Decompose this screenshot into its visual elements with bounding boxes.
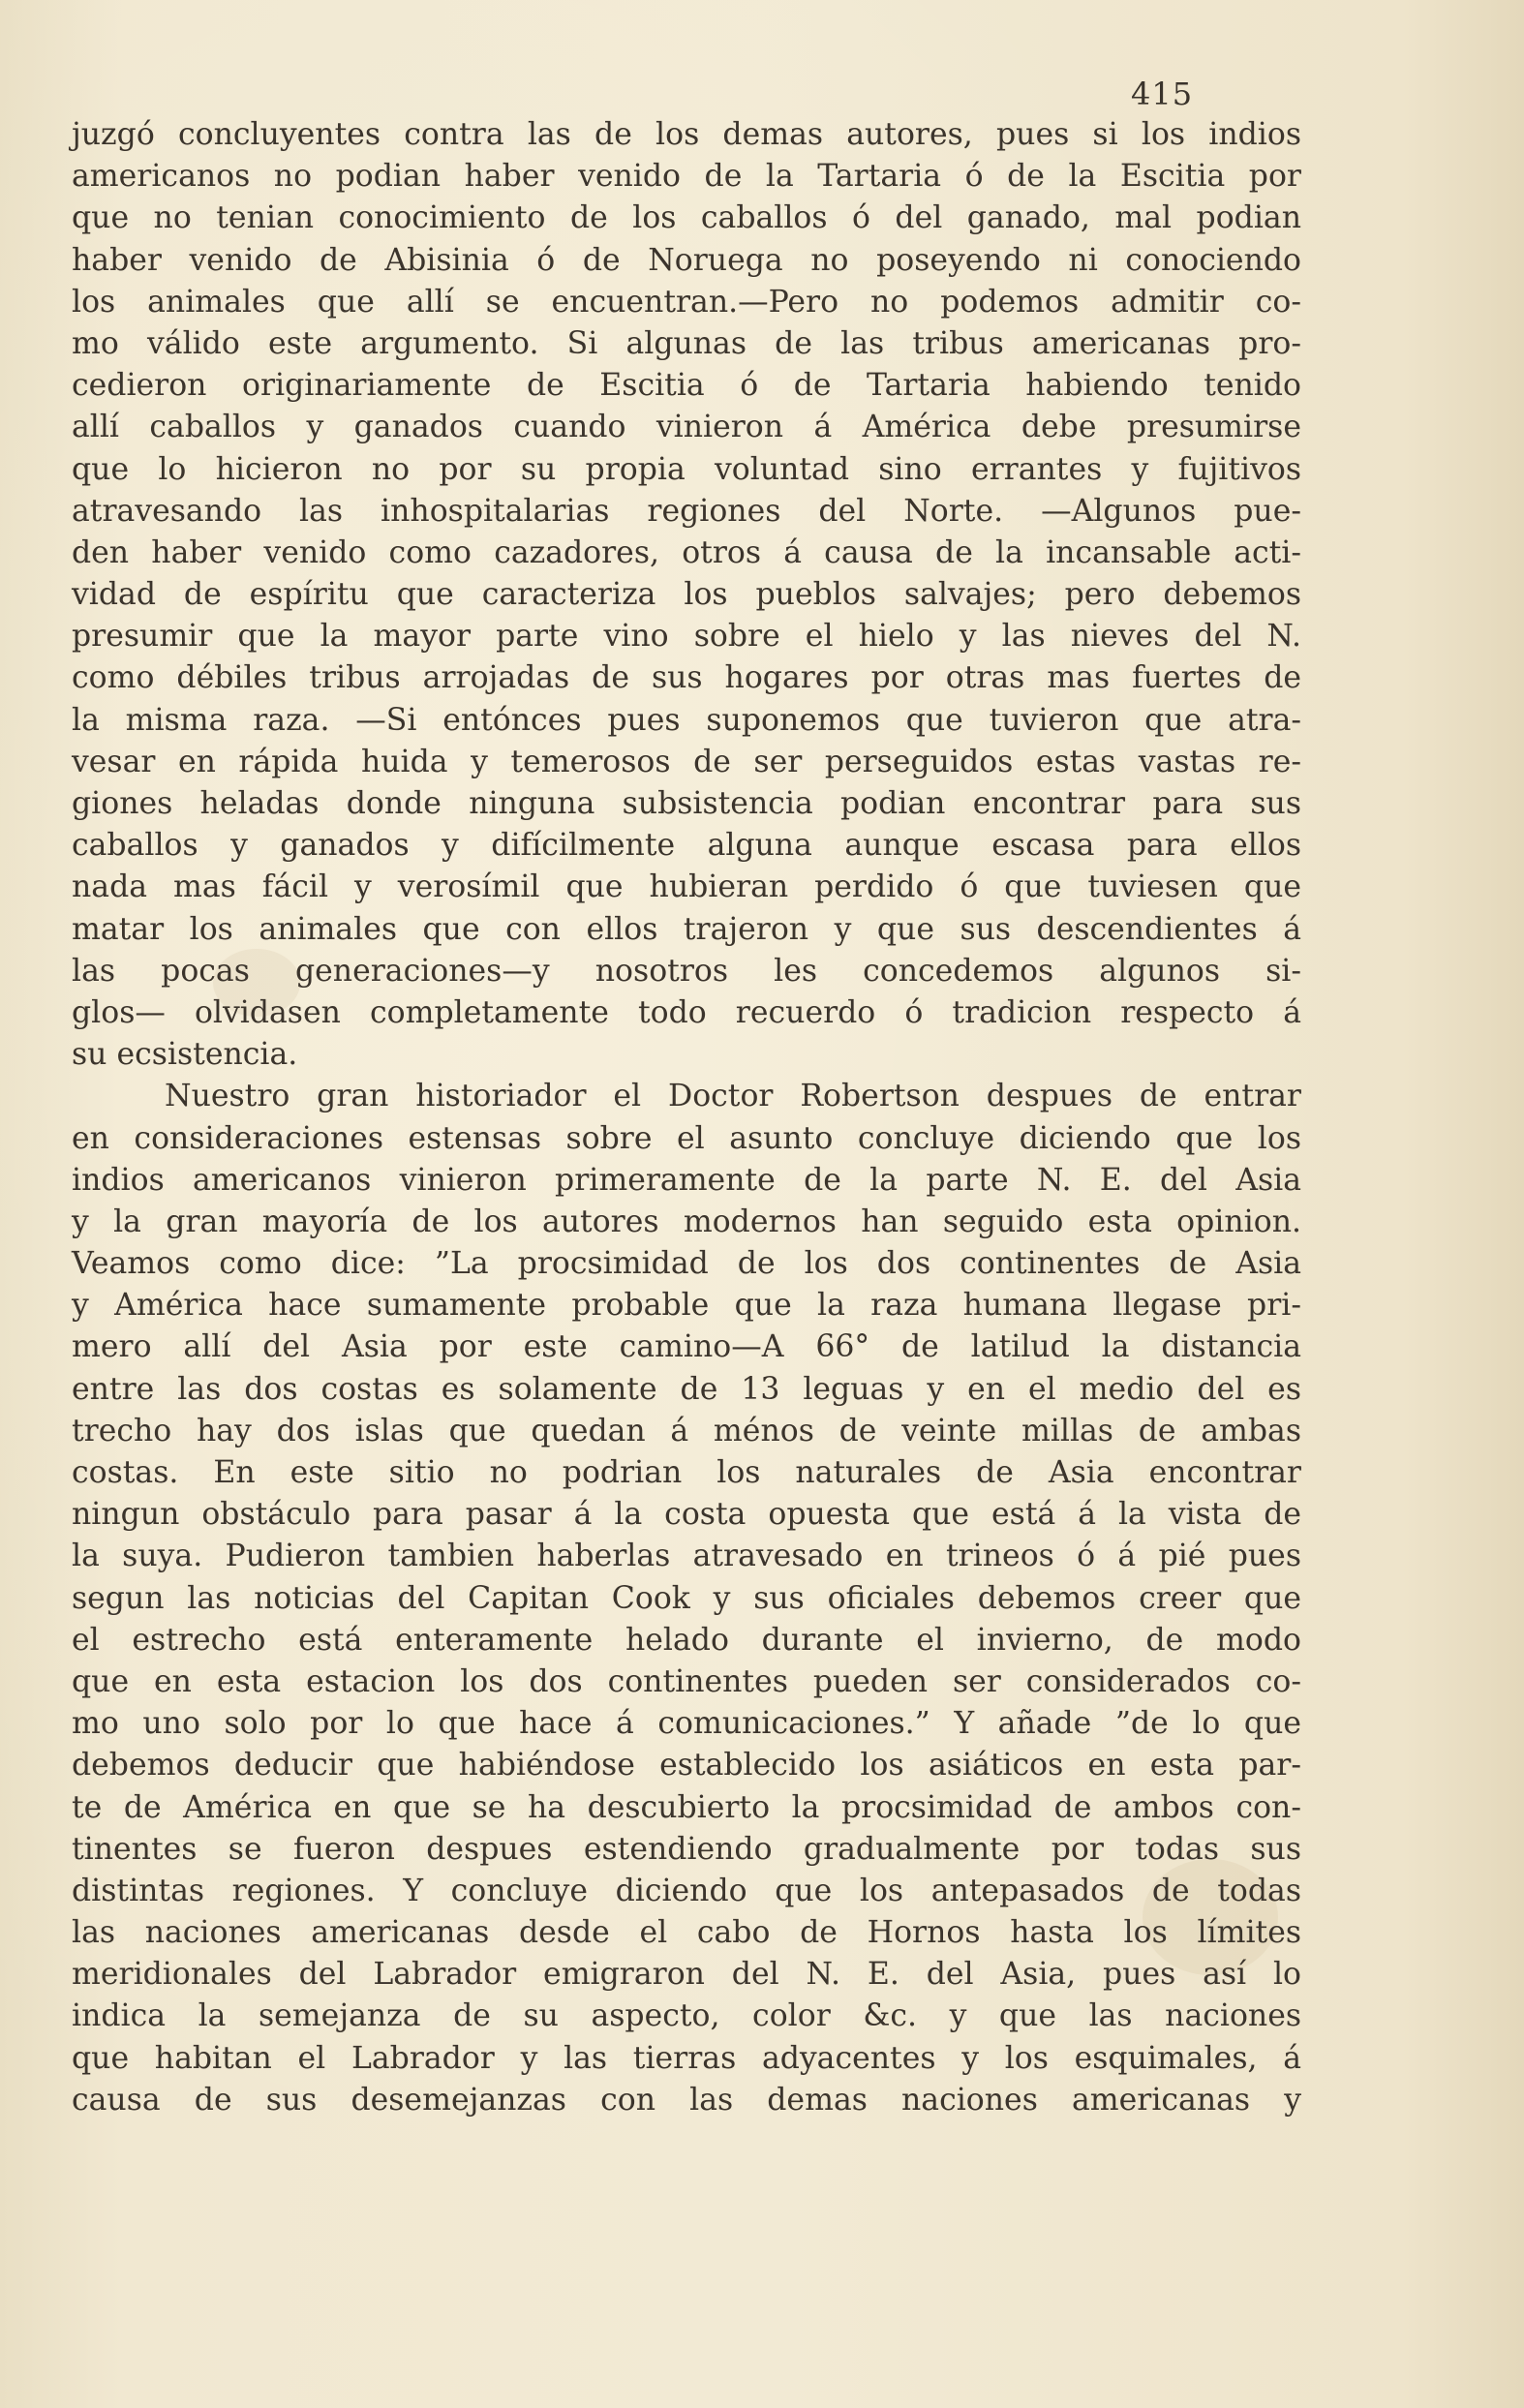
- text-line: que habitan el Labrador y las tierras adyacentes y los esquimales, á: [72, 2040, 1301, 2076]
- text-line: y América hace sumamente probable que la raza humana llegase pri-: [72, 1288, 1301, 1324]
- text-line: distintas regiones. Y concluye diciendo que los antepasados de todas: [72, 1873, 1301, 1908]
- text-line: la suya. Pudieron tambien haberlas atravesado en trineos ó á pié pues: [72, 1539, 1301, 1574]
- text-line: debemos deducir que habiéndose establecido los asiáticos en esta par-: [72, 1748, 1301, 1783]
- text-line: matar los animales que con ellos trajeron y que sus descendientes á: [72, 911, 1301, 947]
- text-line: que no tenian conocimiento de los caballos ó del ganado, mal podian: [72, 200, 1301, 236]
- text-line: las naciones americanas desde el cabo de Hornos hasta los límites: [72, 1915, 1301, 1951]
- text-line: mo válido este argumento. Si algunas de las tribus americanas pro-: [72, 325, 1301, 361]
- text-line: mo uno solo por lo que hace á comunicaciones.” Y añade ”de lo que: [72, 1706, 1301, 1742]
- text-line: nada mas fácil y verosímil que hubieran perdido ó que tuviesen que: [72, 869, 1301, 905]
- text-line: vidad de espíritu que caracteriza los pueblos salvajes; pero debemos: [72, 577, 1301, 613]
- text-line: cedieron originariamente de Escitia ó de Tartaria habiendo tenido: [72, 368, 1301, 404]
- text-line: que en esta estacion los dos continentes pueden ser considerados co-: [72, 1663, 1301, 1699]
- text-line: en consideraciones estensas sobre el asunto concluye diciendo que los: [72, 1120, 1301, 1156]
- text-line: ningun obstáculo para pasar á la costa opuesta que está á la vista de: [72, 1497, 1301, 1533]
- text-line: americanos no podian haber venido de la Tartaria ó de la Escitia por: [72, 159, 1301, 195]
- text-line: indica la semejanza de su aspecto, color &c. y que las naciones: [72, 1998, 1301, 2034]
- text-line: Nuestro gran historiador el Doctor Robertson despues de entrar: [165, 1079, 1301, 1114]
- text-line: Veamos como dice: ”La procsimidad de los dos continentes de Asia: [72, 1246, 1301, 1282]
- text-line: caballos y ganados y difícilmente alguna aunque escasa para ellos: [72, 828, 1301, 864]
- text-line: su ecsistencia.: [72, 1037, 298, 1073]
- text-line: juzgó concluyentes contra las de los demas autores, pues si los indios: [72, 117, 1301, 152]
- text-line: indios americanos vinieron primeramente de la parte N. E. del Asia: [72, 1162, 1301, 1198]
- page-number: 415: [1131, 76, 1194, 112]
- text-line: la misma raza. —Si entónces pues suponemos que tuvieron que atra-: [72, 702, 1301, 738]
- text-line: haber venido de Abisinia ó de Noruega no poseyendo ni conociendo: [72, 242, 1301, 278]
- text-line: segun las noticias del Capitan Cook y sus oficiales debemos creer que: [72, 1580, 1301, 1616]
- text-line: den haber venido como cazadores, otros á causa de la incansable acti-: [72, 534, 1301, 570]
- text-line: tinentes se fueron despues estendiendo gradualmente por todas sus: [72, 1831, 1301, 1867]
- text-line: que lo hicieron no por su propia voluntad sino errantes y fujitivos: [72, 451, 1301, 487]
- text-line: allí caballos y ganados cuando vinieron á América debe presumirse: [72, 410, 1301, 445]
- paragraph: [72, 1076, 1301, 2121]
- text-line: vesar en rápida huida y temerosos de ser perseguidos estas vastas re-: [72, 744, 1301, 779]
- text-line: el estrecho está enteramente helado durante el invierno, de modo: [72, 1622, 1301, 1658]
- text-line: atravesando las inhospitalarias regiones del Norte. —Algunos pue-: [72, 493, 1301, 529]
- text-line: trecho hay dos islas que quedan á ménos de veinte millas de ambas: [72, 1413, 1301, 1448]
- text-line: causa de sus desemejanzas con las demas naciones americanas y: [72, 2082, 1301, 2118]
- text-line: mero allí del Asia por este camino—A 66° de latilud la distancia: [72, 1329, 1301, 1365]
- text-line: costas. En este sitio no podrian los naturales de Asia encontrar: [72, 1455, 1301, 1490]
- text-line: te de América en que se ha descubierto la procsimidad de ambos con-: [72, 1789, 1301, 1825]
- text-line: meridionales del Labrador emigraron del N. E. del Asia, pues así lo: [72, 1957, 1301, 1993]
- text-line: glos— olvidasen completamente todo recuerdo ó tradicion respecto á: [72, 994, 1301, 1030]
- text-line: las pocas generaciones—y nosotros les concedemos algunos si-: [72, 953, 1301, 989]
- text-line: entre las dos costas es solamente de 13 leguas y en el medio del es: [72, 1371, 1301, 1407]
- text-line: giones heladas donde ninguna subsistencia podian encontrar para sus: [72, 786, 1301, 821]
- text-line: y la gran mayoría de los autores modernos han seguido esta opinion.: [72, 1204, 1301, 1239]
- body-text: [72, 114, 1301, 2121]
- text-line: los animales que allí se encuentran.—Pero no podemos admitir co-: [72, 284, 1301, 320]
- text-line: como débiles tribus arrojadas de sus hogares por otras mas fuertes de: [72, 660, 1301, 696]
- paragraph: [72, 114, 1301, 1076]
- text-line: presumir que la mayor parte vino sobre el hielo y las nieves del N.: [72, 619, 1301, 655]
